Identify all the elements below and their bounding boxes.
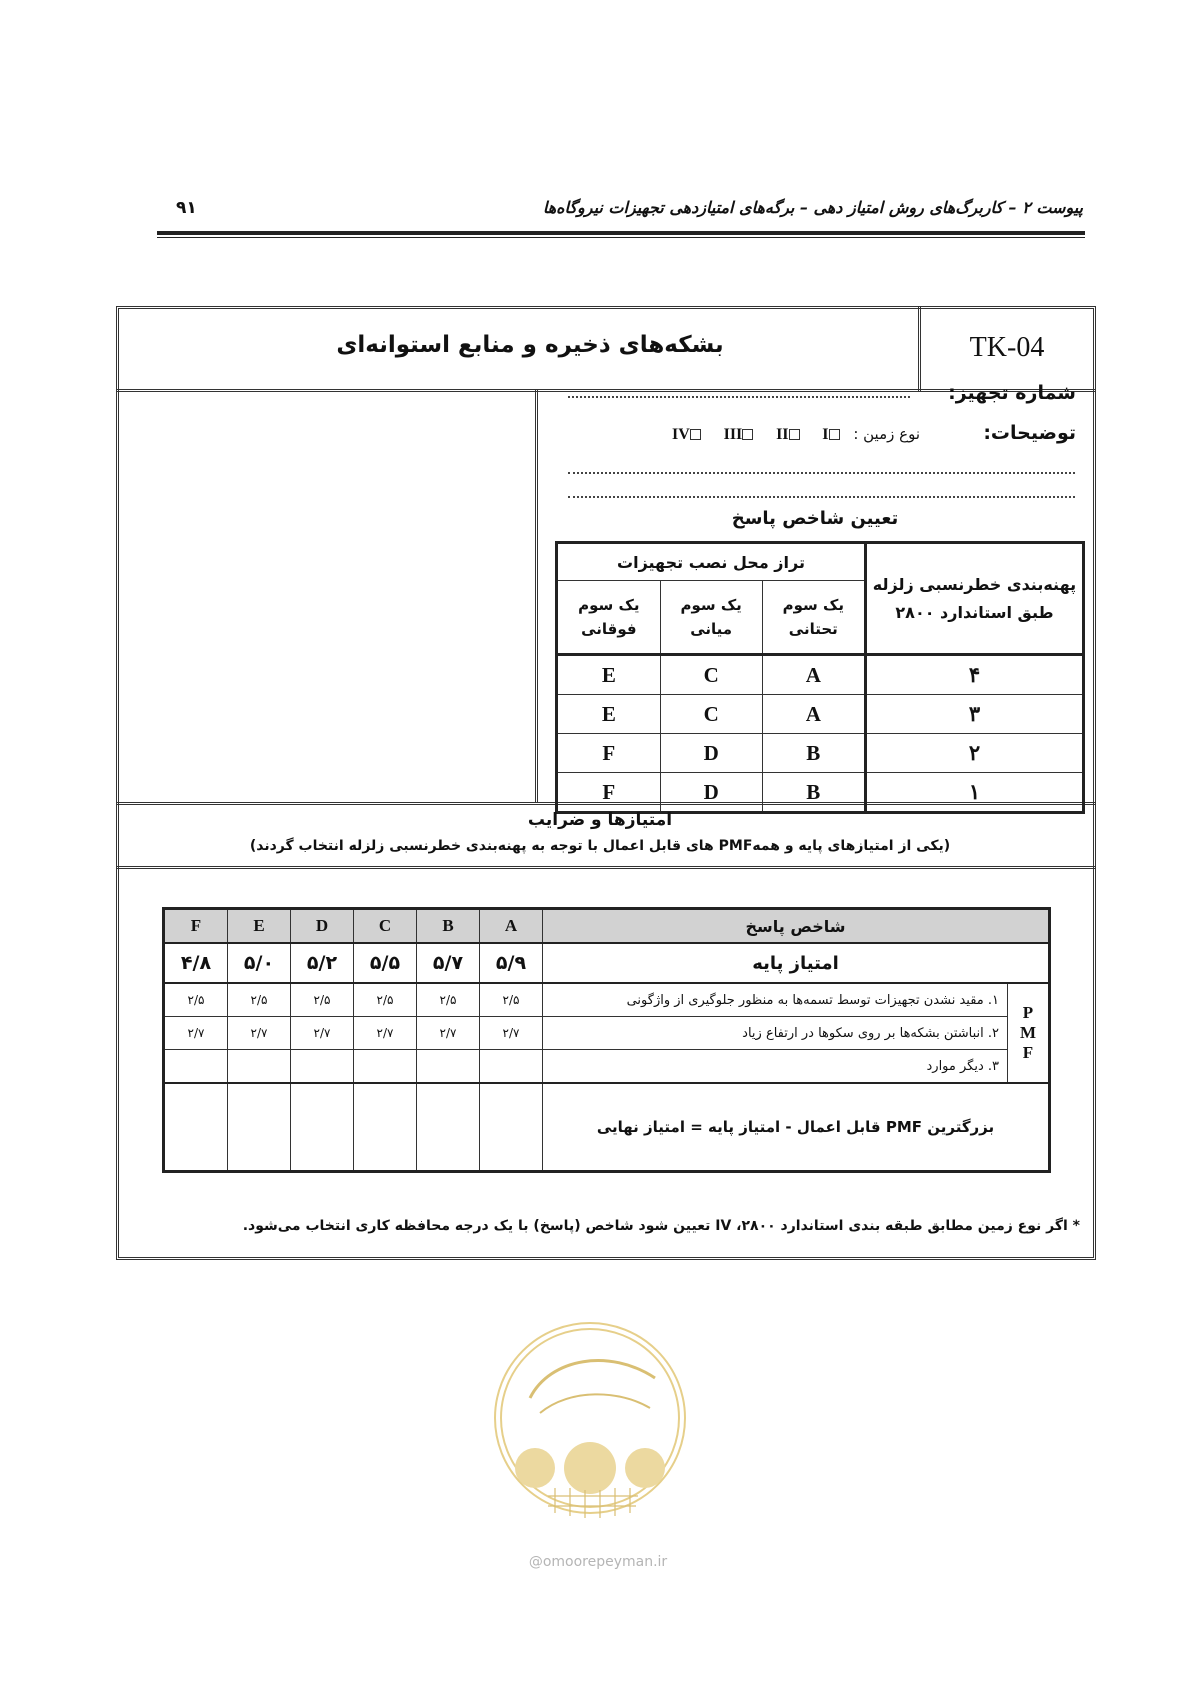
response-index-header: شاخص پاسخ xyxy=(543,909,1050,944)
page-number: ۹۱ xyxy=(176,198,197,218)
table-row xyxy=(557,695,1084,734)
index-cell: B xyxy=(762,773,865,813)
pmf-row xyxy=(164,1050,1050,1084)
col-header-c: C xyxy=(354,909,417,944)
col-header-b: B xyxy=(417,909,480,944)
base-score-b: ۵/۷ xyxy=(417,943,480,983)
pmf-value: ۲/۵ xyxy=(228,983,291,1017)
response-index-table xyxy=(555,541,1085,814)
description-line-2[interactable] xyxy=(568,496,1075,498)
col-header-f: F xyxy=(164,909,228,944)
pmf-description: ۳. دیگر موارد xyxy=(543,1050,1008,1084)
final-score-d[interactable] xyxy=(291,1083,354,1172)
col-header-d: D xyxy=(291,909,354,944)
index-cell: A xyxy=(762,655,865,695)
pmf-description: ۱. مقید نشدن تجهیزات توسط تسمه‌ها به منظور جلوگیری از واژگونی xyxy=(543,983,1008,1017)
footnote: * اگر نوع زمین مطابق طبقه بندی استاندارد ۲۸۰۰، IV تعیین شود شاخص (پاسخ) با یک درجه محافظه کاری انتخاب می‌شود. xyxy=(242,1218,1080,1234)
base-score-d: ۵/۲ xyxy=(291,943,354,983)
pmf-value: ۲/۷ xyxy=(291,1017,354,1050)
response-index-title: تعیین شاخص پاسخ xyxy=(731,508,899,529)
pmf-label: P M F xyxy=(1008,983,1050,1083)
base-score-a: ۵/۹ xyxy=(480,943,543,983)
image-area-divider xyxy=(535,390,538,803)
watermark-url: @omoorepeyman.ir xyxy=(528,1554,668,1570)
index-cell: E xyxy=(557,655,661,695)
index-cell: A xyxy=(762,695,865,734)
pmf-value: ۲/۵ xyxy=(417,983,480,1017)
final-score-b[interactable] xyxy=(417,1083,480,1172)
ground-type-label: نوع زمین : xyxy=(853,425,920,443)
sheet-title: بشکه‌های ذخیره و منابع استوانه‌ای xyxy=(336,332,724,358)
pmf-value: ۲/۵ xyxy=(291,983,354,1017)
ground-option-iii[interactable]: III xyxy=(724,425,754,444)
table-row xyxy=(557,734,1084,773)
col-header-e: E xyxy=(228,909,291,944)
checkbox-icon[interactable] xyxy=(742,429,753,440)
base-score-c: ۵/۵ xyxy=(354,943,417,983)
code-divider xyxy=(918,306,921,391)
pmf-value: ۲/۷ xyxy=(164,1017,228,1050)
pmf-value: ۲/۵ xyxy=(480,983,543,1017)
lower-third-header: یک سوم تحتانی xyxy=(762,581,865,655)
pmf-value: ۲/۵ xyxy=(354,983,417,1017)
base-score-row xyxy=(164,943,1050,983)
final-score-a[interactable] xyxy=(480,1083,543,1172)
col-header-a: A xyxy=(480,909,543,944)
base-score-f: ۴/۸ xyxy=(164,943,228,983)
final-score-row xyxy=(164,1083,1050,1172)
middle-third-header: یک سوم میانی xyxy=(660,581,762,655)
table-row xyxy=(557,773,1084,813)
pmf-value xyxy=(354,1050,417,1084)
pmf-row xyxy=(164,1017,1050,1050)
index-cell: F xyxy=(557,734,661,773)
base-score-label: امتیاز پایه xyxy=(543,943,1050,983)
ground-option-iv[interactable]: IV xyxy=(672,425,701,444)
final-score-e[interactable] xyxy=(228,1083,291,1172)
pmf-value xyxy=(164,1050,228,1084)
sheet-code: TK-04 xyxy=(969,332,1045,363)
zone-cell: ۳ xyxy=(865,695,1083,734)
pmf-description: ۲. انباشتن بشکه‌ها بر روی سکوها در ارتفاع زیاد xyxy=(543,1017,1008,1050)
pmf-row xyxy=(164,983,1050,1017)
table-row xyxy=(557,655,1084,695)
index-cell: F xyxy=(557,773,661,813)
final-score-label: بزرگترین PMF قابل اعمال - امتیاز پایه = امتیاز نهایی xyxy=(543,1083,1050,1172)
scores-note: (یکی از امتیازهای پایه و همهPMF های قابل اعمال با توجه به پهنه‌بندی خطرنسبی زلزله انتخاب گردند) xyxy=(249,838,951,854)
pmf-value xyxy=(291,1050,354,1084)
installation-level-header: تراز محل نصب تجهیزات xyxy=(557,543,866,581)
zone-cell: ۴ xyxy=(865,655,1083,695)
checkbox-icon[interactable] xyxy=(690,429,701,440)
ground-option-ii[interactable]: II xyxy=(776,425,799,444)
index-cell: D xyxy=(660,773,762,813)
pmf-value: ۲/۵ xyxy=(164,983,228,1017)
scores-table xyxy=(162,907,1051,1173)
running-header-title: پیوست ۲ – کاربرگ‌های روش امتیاز دهی – برگه‌های امتیازدهی تجهیزات نیروگاه‌ها xyxy=(542,198,1083,217)
ground-option-i[interactable]: I xyxy=(822,425,839,444)
base-score-e: ۵/۰ xyxy=(228,943,291,983)
header-rule-thin xyxy=(157,237,1085,238)
index-cell: B xyxy=(762,734,865,773)
hazard-zoning-header: پهنه‌بندی خطرنسبی زلزله طبق استاندارد ۲۸۰۰ xyxy=(865,543,1083,655)
description-line-1[interactable] xyxy=(568,472,1075,474)
watermark-logo xyxy=(490,1318,690,1548)
pmf-value: ۲/۷ xyxy=(228,1017,291,1050)
pmf-value xyxy=(480,1050,543,1084)
pmf-value: ۲/۷ xyxy=(354,1017,417,1050)
index-cell: C xyxy=(660,695,762,734)
ground-type-row xyxy=(630,425,920,444)
pmf-value xyxy=(228,1050,291,1084)
index-cell: E xyxy=(557,695,661,734)
pmf-value: ۲/۷ xyxy=(480,1017,543,1050)
checkbox-icon[interactable] xyxy=(789,429,800,440)
upper-third-header: یک سوم فوقانی xyxy=(557,581,661,655)
description-label: توضیحات: xyxy=(983,422,1076,444)
final-score-c[interactable] xyxy=(354,1083,417,1172)
pmf-value: ۲/۷ xyxy=(417,1017,480,1050)
equipment-number-field[interactable] xyxy=(568,396,910,398)
index-cell: D xyxy=(660,734,762,773)
zone-cell: ۲ xyxy=(865,734,1083,773)
pmf-value xyxy=(417,1050,480,1084)
index-cell: C xyxy=(660,655,762,695)
header-rule xyxy=(157,231,1085,235)
scores-title: امتیازها و ضرایب xyxy=(527,810,673,830)
zone-cell: ۱ xyxy=(865,773,1083,813)
equipment-number-label: شماره تجهیز: xyxy=(948,382,1076,404)
final-score-f[interactable] xyxy=(164,1083,228,1172)
checkbox-icon[interactable] xyxy=(829,429,840,440)
scores-header-divider-bottom xyxy=(116,866,1096,869)
